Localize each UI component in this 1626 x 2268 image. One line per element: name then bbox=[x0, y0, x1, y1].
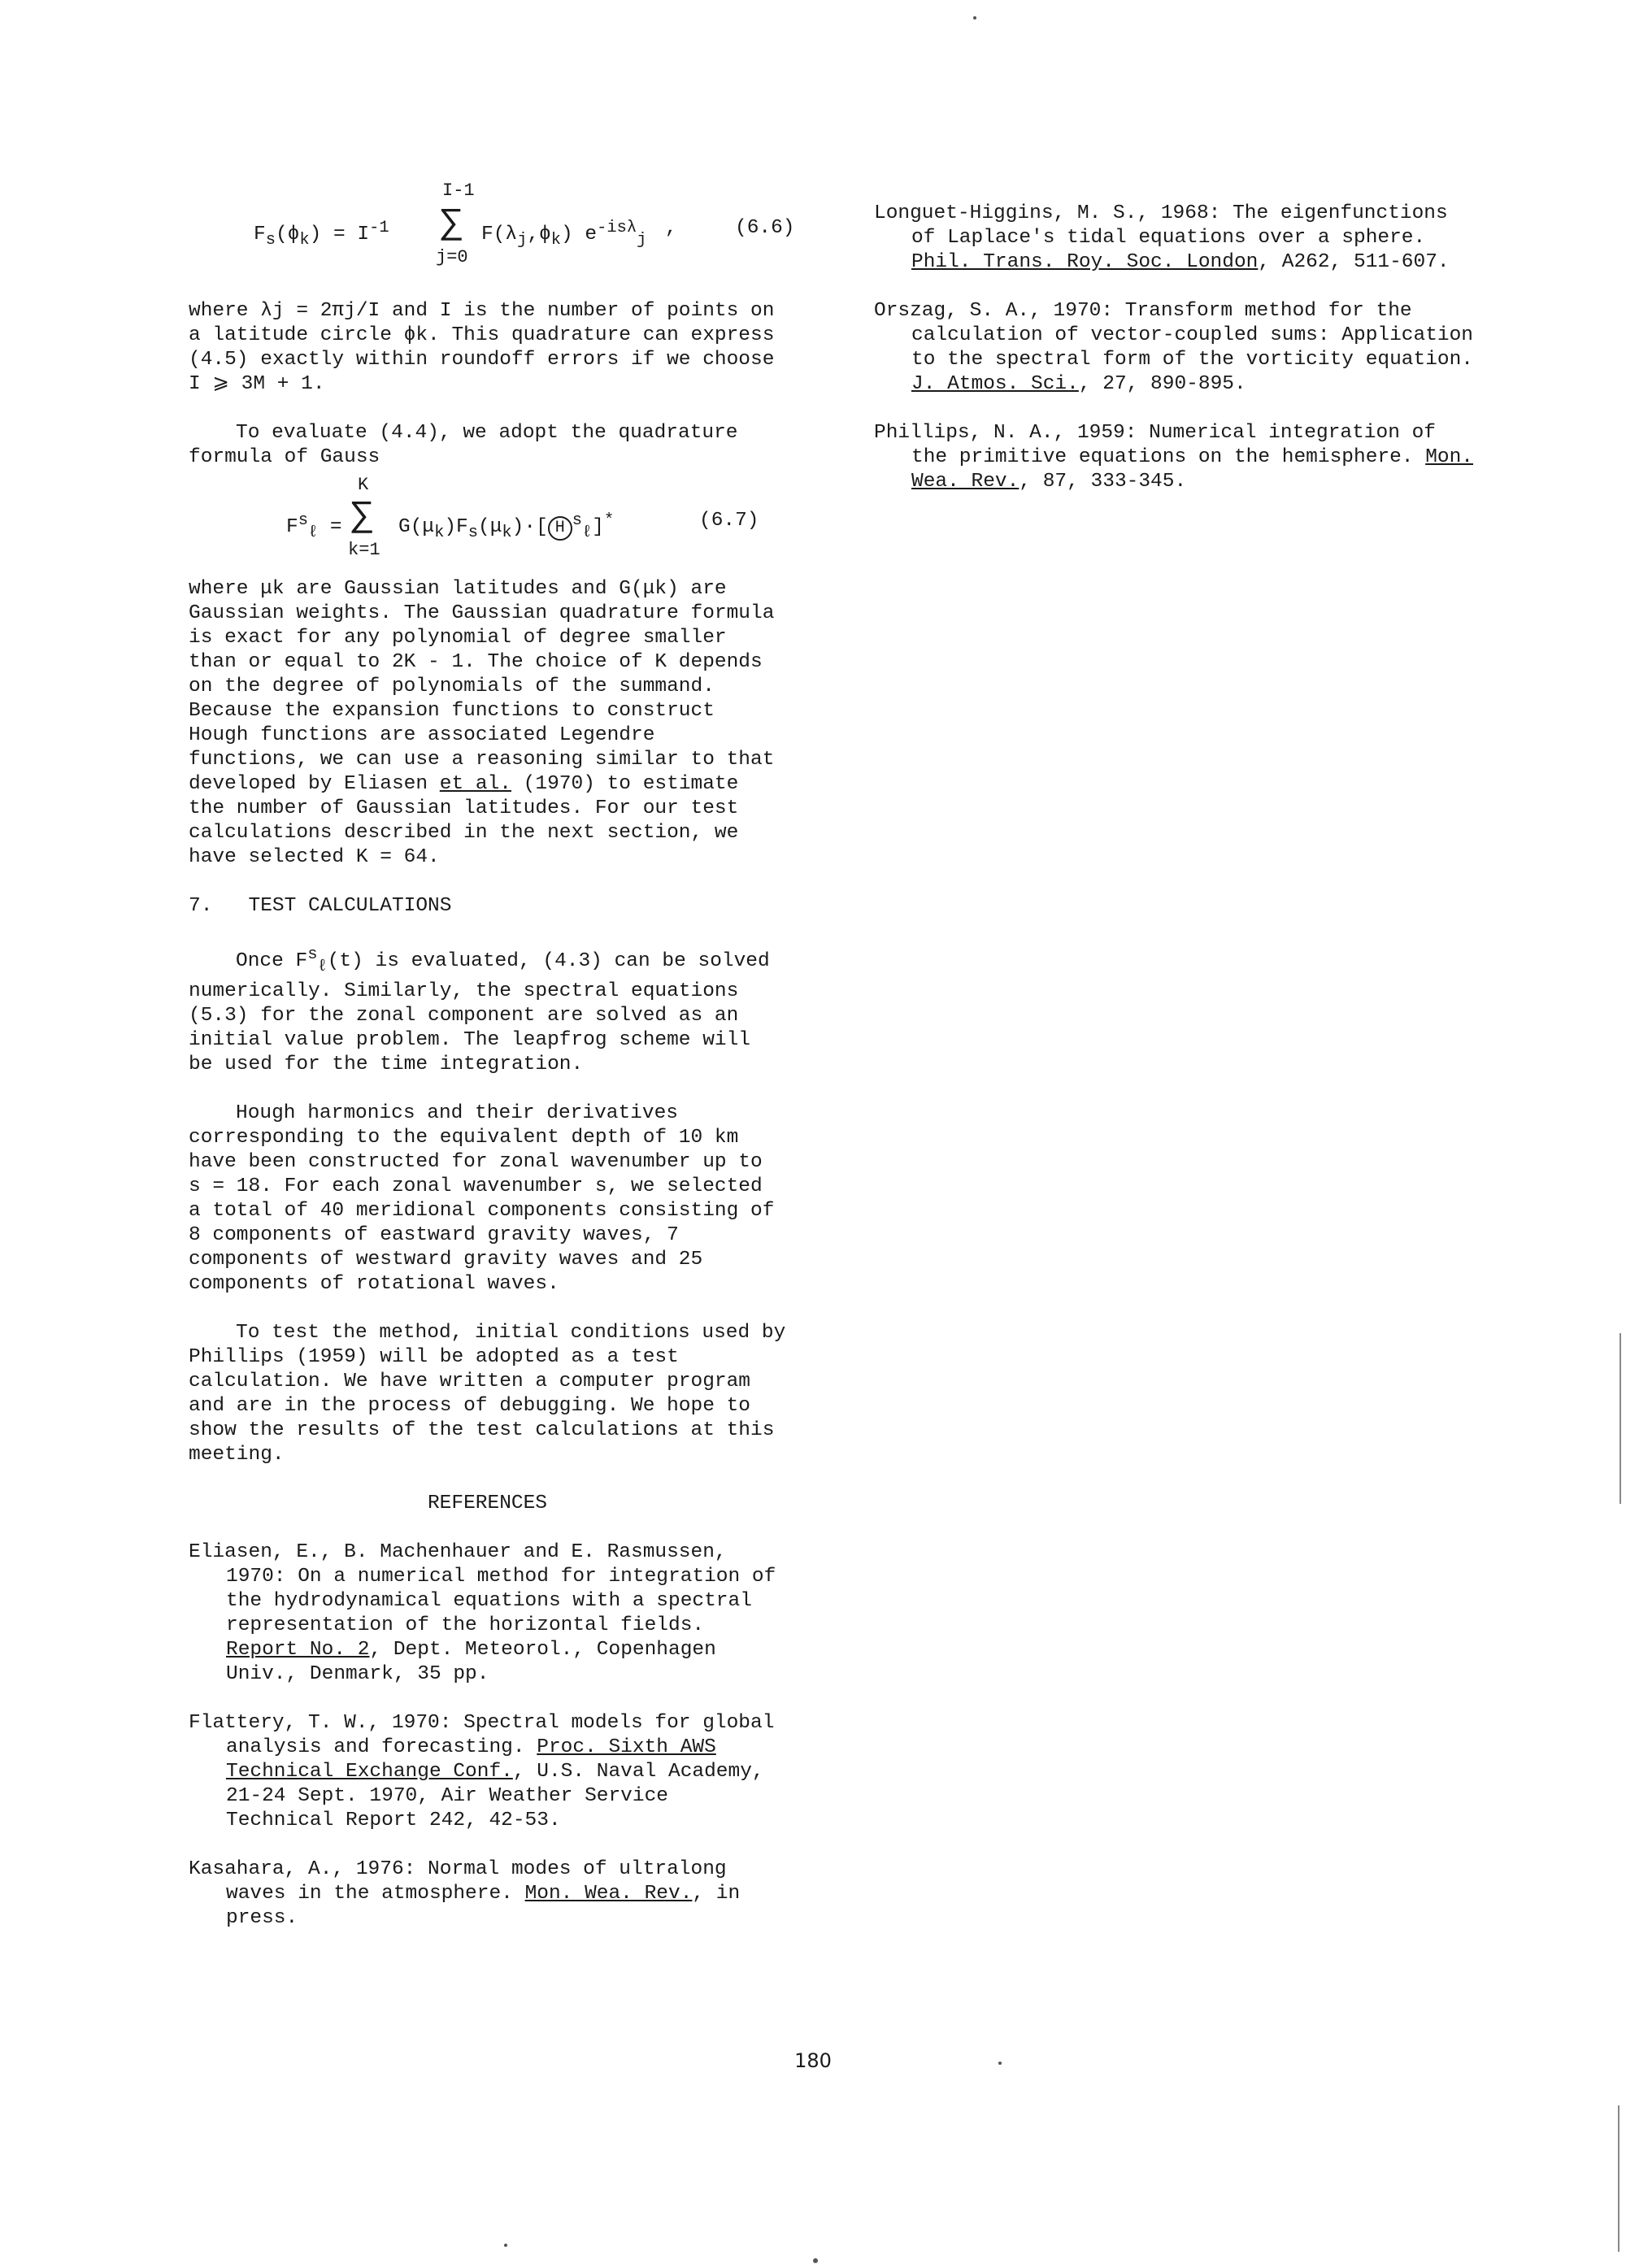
paragraph-once-evaluated: Once $F^s_\ell(t)$ is evaluated, (4.3) can be solved numerically. Similarly, the spectral equations (5.3) for the zonal component are solved as an initial value problem. The leapfrog scheme will be used for the time integration. bbox=[189, 945, 770, 1076]
equation-6-6 bbox=[189, 174, 795, 272]
reference-item: Orszag, S. A., 1970: Transform method for the calculation of vector-coupled sums: Application to the spectral form of the vorticity equation. J. Atmos. Sci., 27, 890-895. bbox=[874, 300, 1474, 395]
reference-item: Phillips, N. A., 1959: Numerical integration of the primitive equations on the hemisphere. Mon. Wea. Rev., 87, 333-345. bbox=[874, 422, 1474, 493]
reference-item: Kasahara, A., 1976: Normal modes of ultralong waves in the atmosphere. Mon. Wea. Rev., in press. bbox=[189, 1858, 741, 1930]
reference-item: Longuet-Higgins, M. S., 1968: The eigenfunctions of Laplace's tidal equations over a sphere. Phil. Trans. Roy. Soc. London, A262, 511-607. bbox=[874, 202, 1450, 273]
page-number: 180 bbox=[794, 2049, 832, 2072]
scan-speck bbox=[813, 2258, 818, 2263]
eq66-trailing-comma: , bbox=[665, 217, 677, 239]
eq66-term: $F(\lambda_j,\phi_k)$ $e^{-is\lambda}_j$ bbox=[481, 219, 647, 250]
left-column bbox=[189, 174, 795, 1931]
scan-speck bbox=[973, 16, 976, 20]
paragraph-quadrature: where λj = 2πj/I and I is the number of points on a latitude circle ϕk. This quadrature can express (4.5) exactly within roundoff errors if we choose I ⩾ 3M + 1. bbox=[189, 300, 775, 395]
eq67-sum-lower: k=1 bbox=[348, 540, 380, 560]
reference-item: Flattery, T. W., 1970: Spectral models for global analysis and forecasting. Proc. Sixth AWS Technical Exchange Conf., U.S. Naval Academy, 21-24 Sept. 1970, Air Weather Service Technical Report 242, 42-53. bbox=[189, 1712, 775, 1832]
scan-speck bbox=[504, 2244, 507, 2247]
eq67-sum-upper: K bbox=[358, 475, 369, 495]
paragraph-test-method: To test the method, initial conditions used by Phillips (1959) will be adopted as a test calculation. We have written a computer program and are in the process of debugging. We hope to show the results of the test calculations at this meeting. bbox=[189, 1322, 786, 1466]
eq66-lhs: $F_s(\phi_k) = I^{-1}$ bbox=[254, 219, 389, 250]
eq66-sum-lower: j=0 bbox=[436, 247, 468, 267]
scan-margin-line bbox=[1618, 2105, 1619, 2252]
eq67-number: (6.7) bbox=[699, 510, 759, 532]
paragraph-gauss-intro: To evaluate (4.4), we adopt the quadrature formula of Gauss bbox=[189, 422, 738, 468]
scan-margin-line bbox=[1619, 1333, 1621, 1504]
equation-6-7 bbox=[189, 473, 786, 561]
references-heading: REFERENCES bbox=[427, 1492, 548, 1515]
reference-item: Eliasen, E., B. Machenhauer and E. Rasmussen, 1970: On a numerical method for integration of the hydrodynamical equations with a spectral representation of the horizontal fields. Report No. 2, Dept. Meteorol., Copenhagen Univ., Denmark, 35 pp. bbox=[189, 1541, 776, 1686]
scan-speck bbox=[998, 2062, 1002, 2065]
paragraph-hough-harmonics: Hough harmonics and their derivatives corresponding to the equivalent depth of 10 km have been constructed for zonal wavenumber up to s = 18. For each zonal wavenumber s, we selected a total of 40 meridional components consisting of 8 components of eastward gravity waves, 7 components of westward gravity waves and 25 components of rotational waves. bbox=[189, 1102, 775, 1296]
eq66-sum-symbol: ∑ bbox=[441, 203, 463, 244]
eq67-lhs: $F^s_\ell$ = bbox=[286, 511, 342, 543]
eq67-sum-symbol: ∑ bbox=[351, 496, 373, 537]
right-column bbox=[874, 202, 1476, 494]
eq67-term: $G(\mu_k)F_s(\mu_k)\cdot$[ H $^s_\ell$]* bbox=[398, 511, 615, 543]
eq66-sum-upper: I-1 bbox=[442, 180, 475, 201]
section-heading-test-calculations: 7. TEST CALCULATIONS bbox=[189, 895, 452, 917]
eq66-number: (6.6) bbox=[735, 217, 795, 239]
paragraph-gaussian-latitudes: where μk are Gaussian latitudes and G(μk) are Gaussian weights. The Gaussian quadrature formula is exact for any polynomial of degree smaller than or equal to 2K - 1. The choice of K depends on the degree of polynomials of the summand. Because the expansion functions to construct Hough functions are associated Legendre functions, we can use a reasoning similar to that developed by Eliasen et al. (1970) to estimate the number of Gaussian latitudes. For our test calculations described in the next section, we have selected K = 64. bbox=[189, 578, 775, 868]
circled-h-symbol: H bbox=[548, 516, 572, 541]
